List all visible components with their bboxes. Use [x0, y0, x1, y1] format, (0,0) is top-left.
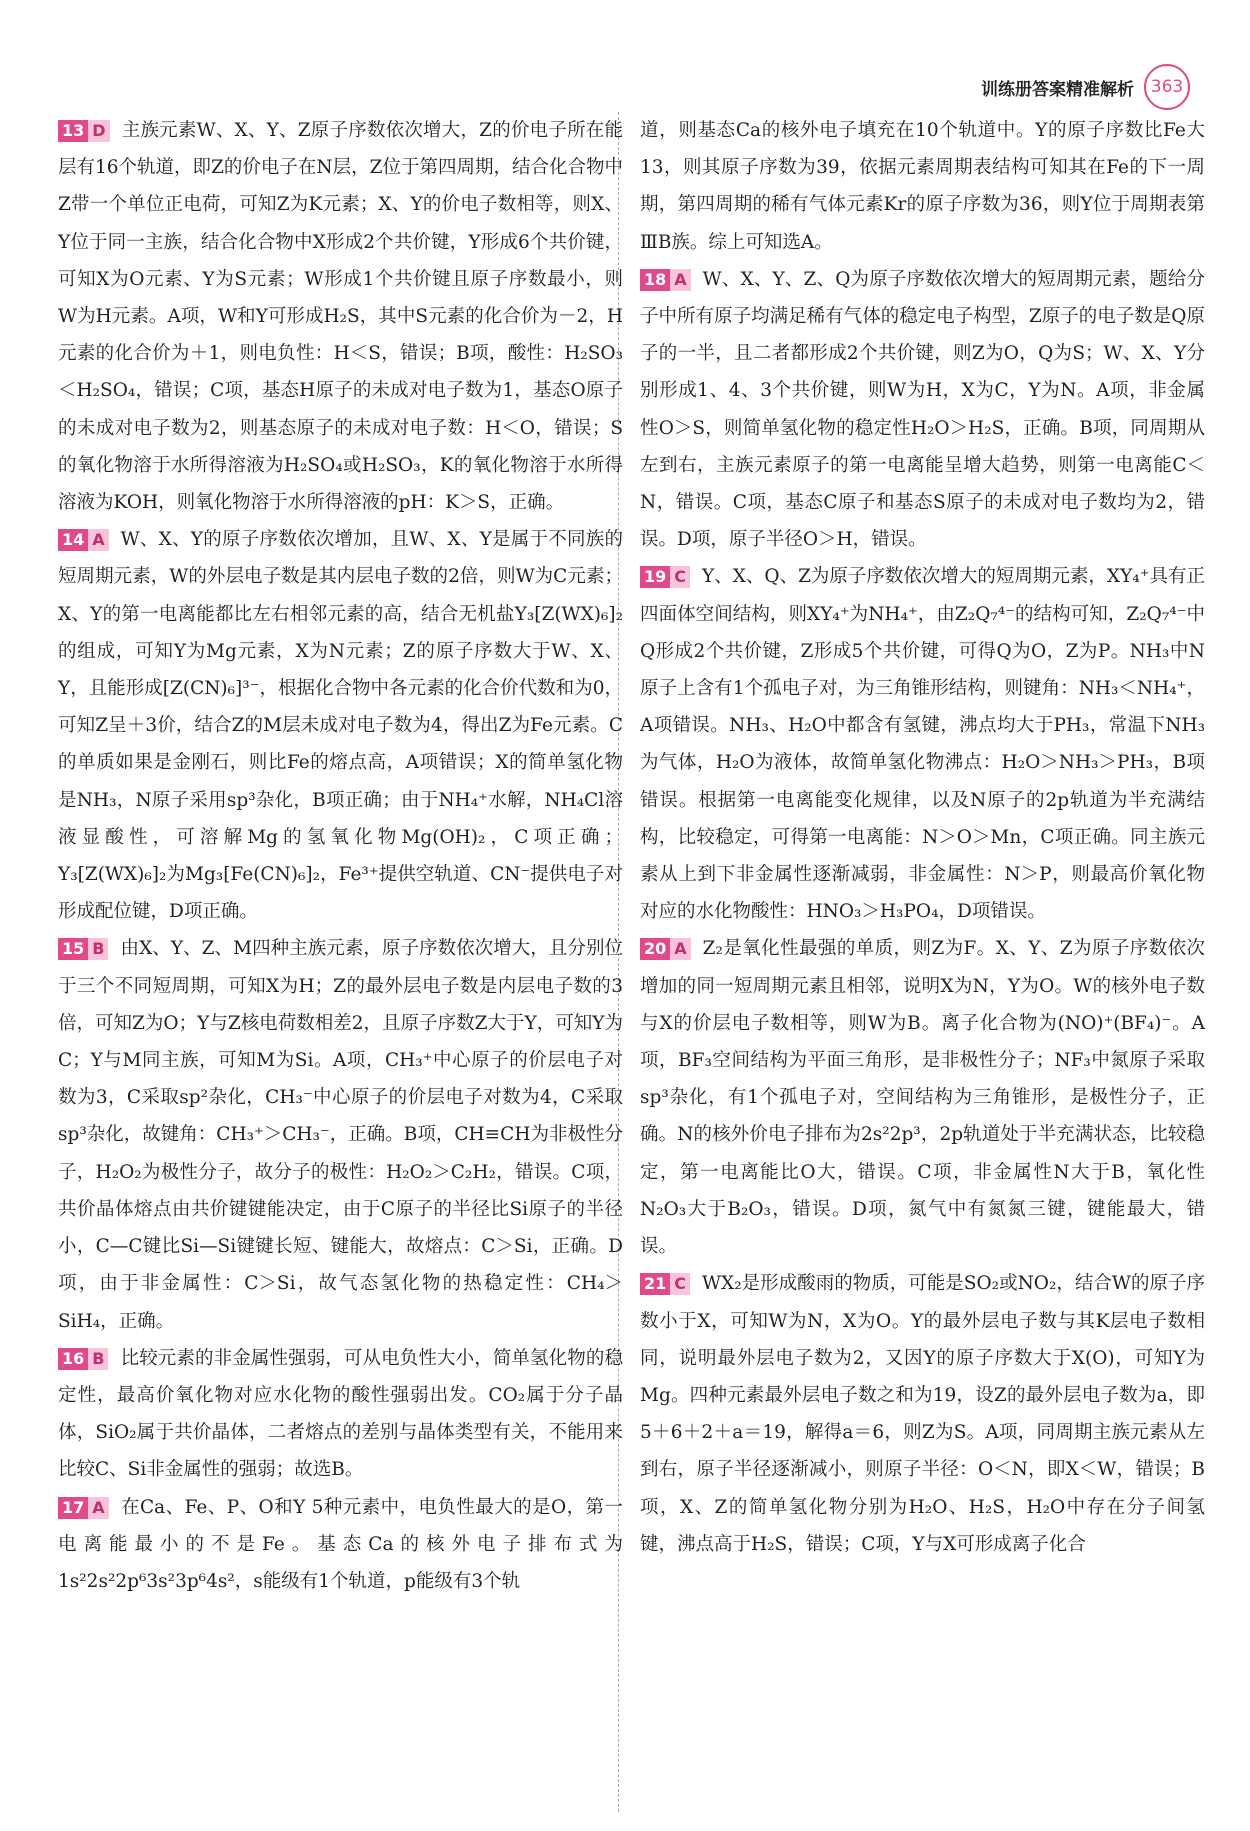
explanation-text: 主族元素W、X、Y、Z原子序数依次增大，Z的价电子所在能层有16个轨道，即Z的价电子在N层，Z位于第四周期，结合化合物中Z带一个单位正电荷，可知Z为K元素；X、Y的价电子数相等，则X、Y位于同一主族，结合化合物中X形成2个共价键，Y形成6个共价键，可知X为O元素、Y为S元素；W形成1个共价键且原子序数最小，则W为H元素。A项，W和Y可形成H₂S，其中S元素的化合价为－2，H元素的化合价为＋1，则电负性：H＜S，错误；B项，酸性：H₂SO₃＜H₂SO₄，错误；C项，基态H原子的未成对电子数为1，基态O原子的未成对电子数为2，则基态原子的未成对电子数：H＜O，错误；S的氧化物溶于水所得溶液为H₂SO₄或H₂SO₃，K的氧化物溶于水所得溶液为KOH，则氧化物溶于水所得溶液的pH：K＞S，正确。: [58, 120, 623, 514]
header-title: 训练册答案精准解析: [981, 79, 1134, 100]
answer-paragraph: [58, 1489, 623, 1601]
answer-paragraph: [640, 1265, 1205, 1563]
explanation-text: WX₂是形成酸雨的物质，可能是SO₂或NO₂，结合W的原子序数小于X，可知W为N，X为O。Y的最外层电子数与其K层电子数相同，说明最外层电子数为2，又因Y的原子序数大于X(O)，可知Y为Mg。四种元素最外层电子数之和为19，设Z的最外层电子数为a，即5＋6＋2＋a＝19，解得a＝6，则Z为S。A项，同周期主族元素从左到右，原子半径逐渐减小，则原子半径：O＜N，即X＜W，错误；B项，X、Z的简单氢化物分别为H₂O、H₂S，H₂O中存在分子间氢键，沸点高于H₂S，错误；C项，Y与X可形成离子化合: [640, 1273, 1205, 1555]
answer-letter: A: [88, 529, 108, 551]
question-number: 16: [58, 1348, 88, 1370]
answer-letter: B: [88, 1348, 108, 1370]
answer-paragraph: [58, 112, 623, 521]
question-badge: [640, 269, 691, 291]
question-number: 14: [58, 529, 88, 551]
question-badge: [58, 1497, 109, 1519]
question-number: 20: [640, 938, 670, 960]
explanation-text: 比较元素的非金属性强弱，可从电负性大小，简单氢化物的稳定性，最高价氧化物对应水化物的酸性强弱出发。CO₂属于分子晶体，SiO₂属于共价晶体，二者熔点的差别与晶体类型有关，不能用来比较C、Si非金属性的强弱；故选B。: [58, 1347, 623, 1481]
question-number: 17: [58, 1497, 88, 1519]
explanation-text: W、X、Y的原子序数依次增加，且W、X、Y是属于不同族的短周期元素，W的外层电子数是其内层电子数的2倍，则W为C元素；X、Y的第一电离能都比左右相邻元素的高，结合无机盐Y₃[Z(WX)₆]₂的组成，可知Y为Mg元素，X为N元素；Z的原子序数大于W、X、Y，且能形成[Z(CN)₆]³⁻，根据化合物中各元素的化合价代数和为0，可知Z呈＋3价，结合Z的M层未成对电子数为4，得出Z为Fe元素。C的单质如果是金刚石，则比Fe的熔点高，A项错误；X的简单氢化物是NH₃，N原子采用sp³杂化，B项正确；由于NH₄⁺水解，NH₄Cl溶液显酸性，可溶解Mg的氢氧化物Mg(OH)₂，C项正确；Y₃[Z(WX)₆]₂为Mg₃[Fe(CN)₆]₂，Fe³⁺提供空轨道、CN⁻提供电子对形成配位键，D项正确。: [58, 529, 623, 923]
answer-letter: D: [88, 120, 109, 142]
question-badge: [58, 1348, 108, 1370]
right-column: [640, 112, 1205, 1563]
question-number: 19: [640, 566, 670, 588]
question-badge: [640, 1273, 690, 1295]
answer-letter: C: [670, 1273, 690, 1295]
explanation-text: 由X、Y、Z、M四种主族元素，原子序数依次增大，且分别位于三个不同短周期，可知X为H；Z的最外层电子数是内层电子数的3倍，可知Z为O；Y与Z核电荷数相差2，且原子序数Z大于Y，可知Y为C；Y与M同主族，可知M为Si。A项，CH₃⁺中心原子的价层电子对数为3，C采取sp²杂化，CH₃⁻中心原子的价层电子对数为4，C采取sp³杂化，故键角：CH₃⁺＞CH₃⁻，正确。B项，CH≡CH为非极性分子，H₂O₂为极性分子，故分子的极性：H₂O₂＞C₂H₂，错误。C项，共价晶体熔点由共价键键能决定，由于C原子的半径比Si原子的半径小，C—C键比Si—Si键键长短、键能大，故熔点：C＞Si，正确。D项，由于非金属性：C＞Si，故气态氢化物的热稳定性：CH₄＞SiH₄，正确。: [58, 938, 623, 1332]
explanation-text: 道，则基态Ca的核外电子填充在10个轨道中。Y的原子序数比Fe大13，则其原子序数为39，依据元素周期表结构可知其在Fe的下一周期，第四周期的稀有气体元素Kr的原子序数为36，则Y位于周期表第ⅢB族。综上可知选A。: [640, 120, 1205, 253]
page-number: 363: [1144, 64, 1190, 110]
answer-paragraph: [640, 930, 1205, 1265]
question-badge: [58, 120, 110, 142]
explanation-text: W、X、Y、Z、Q为原子序数依次增大的短周期元素，题给分子中所有原子均满足稀有气体的稳定电子构型，Z原子的电子数是Q原子的一半，且二者都形成2个共价键，则Z为O，Q为S；W、X、Y分别形成1、4、3个共价键，则W为H，X为C，Y为N。A项，非金属性O＞S，则简单氢化物的稳定性H₂O＞H₂S，正确。B项，同周期从左到右，主族元素原子的第一电离能呈增大趋势，则第一电离能C＜N，错误。C项，基态C原子和基态S原子的未成对电子数均为2，错误。D项，原子半径O＞H，错误。: [640, 268, 1205, 551]
page-header: [981, 64, 1190, 110]
answer-letter: C: [670, 566, 690, 588]
explanation-text: 在Ca、Fe、P、O和Y 5种元素中，电负性最大的是O，第一电离能最小的不是Fe。基态Ca的核外电子排布式为1s²2s²2p⁶3s²3p⁶4s²，s能级有1个轨道，p能级有3个轨: [58, 1496, 623, 1592]
question-number: 13: [58, 120, 88, 142]
question-number: 18: [640, 269, 670, 291]
answer-paragraph: [58, 930, 623, 1339]
question-badge: [58, 529, 109, 551]
answer-paragraph: [58, 521, 623, 930]
question-badge: [640, 938, 691, 960]
answer-letter: A: [670, 269, 690, 291]
question-number: 21: [640, 1273, 670, 1295]
answer-letter: B: [88, 938, 108, 960]
answer-paragraph: [640, 261, 1205, 559]
question-number: 15: [58, 938, 88, 960]
answer-paragraph: [58, 1340, 623, 1489]
explanation-text: Z₂是氧化性最强的单质，则Z为F。X、Y、Z为原子序数依次增加的同一短周期元素且相邻，说明X为N，Y为O。W的核外电子数与X的价层电子数相等，则W为B。离子化合物为(NO)⁺(BF₄)⁻。A项，BF₃空间结构为平面三角形，是非极性分子；NF₃中氮原子采取sp³杂化，有1个孤电子对，空间结构为三角锥形，是极性分子，正确。N的核外价电子排布为2s²2p³，2p轨道处于半充满状态，比较稳定，第一电离能比O大，错误。C项，非金属性N大于B，氧化性N₂O₃大于B₂O₃，错误。D项，氮气中有氮氮三键，键能最大，错误。: [640, 938, 1205, 1258]
answer-paragraph: [640, 112, 1205, 261]
explanation-text: Y、X、Q、Z为原子序数依次增大的短周期元素，XY₄⁺具有正四面体空间结构，则XY₄⁺为NH₄⁺，由Z₂Q₇⁴⁻的结构可知，Z₂Q₇⁴⁻中Q形成2个共价键，Z形成5个共价键，可得Q为O，Z为P。NH₃中N原子上含有1个孤电子对，为三角锥形结构，则键角：NH₃＜NH₄⁺，A项错误。NH₃、H₂O中都含有氢键，沸点均大于PH₃，常温下NH₃为气体，H₂O为液体，故简单氢化物沸点：H₂O＞NH₃＞PH₃，B项错误。根据第一电离能变化规律，以及N原子的2p轨道为半充满结构，比较稳定，可得第一电离能：N＞O＞Mn，C项正确。同主族元素从上到下非金属性逐渐减弱，非金属性：N＞P，则最高价氧化物对应的水化物酸性：HNO₃＞H₃PO₄，D项错误。: [640, 566, 1205, 923]
question-badge: [640, 566, 690, 588]
left-column: [58, 112, 623, 1600]
answer-letter: A: [670, 938, 690, 960]
question-badge: [58, 938, 108, 960]
answer-letter: A: [88, 1497, 108, 1519]
answer-paragraph: [640, 558, 1205, 930]
